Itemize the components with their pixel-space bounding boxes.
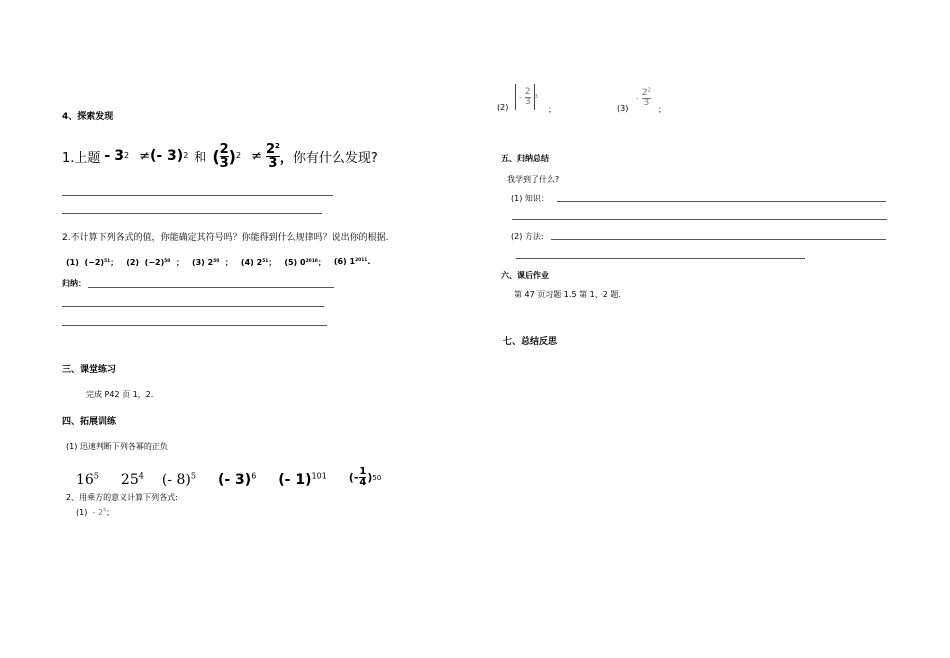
power-item-fraction: (- $\frac{1}{4}$ ) 50 bbox=[348, 466, 382, 488]
calc-item-2-label: (2) bbox=[497, 103, 509, 112]
answer-line bbox=[512, 219, 887, 220]
answer-line bbox=[557, 201, 886, 202]
power-item: (- 3)$^6$ bbox=[217, 471, 257, 488]
q1-frac2-num-exp: 2 bbox=[275, 141, 280, 150]
q2-item: (5) $0^{2010}$； bbox=[284, 258, 326, 267]
section-heading-reflect: 七、总结反思 bbox=[503, 337, 558, 347]
knowledge-label: (1) 知识： bbox=[511, 194, 549, 203]
q1-suffix: 你有什么发现? bbox=[292, 150, 378, 166]
section-heading-homework: 六、课后作业 bbox=[501, 271, 549, 280]
q1-frac-den: 3 bbox=[219, 155, 229, 171]
power-item: (- 8)$^5$ bbox=[161, 471, 196, 488]
q1-frac2-den: 3 bbox=[268, 155, 278, 171]
calc3-minus: - bbox=[636, 93, 639, 103]
calc-item-2: - $\frac{2}{3}$ 3 bbox=[515, 83, 538, 111]
q2-item: (3) $2^{50}$ ； bbox=[191, 258, 233, 267]
q1-frac-lp: ( bbox=[212, 146, 220, 166]
calc-item-1: $(1) - 2^4$； bbox=[76, 507, 115, 517]
power-item: (- 1)$^{101}$ bbox=[278, 471, 327, 488]
expand-question-2: 2、用乘方的意义计算下列各式: bbox=[66, 493, 178, 502]
q1-comma: ， bbox=[279, 150, 293, 166]
q2-item: (4) $2^{51}$； bbox=[240, 258, 277, 267]
q1-neq2: ≠ bbox=[251, 148, 262, 164]
answer-line bbox=[88, 287, 334, 288]
q1-fraction-2 bbox=[266, 143, 280, 170]
power-item: $25^4$ bbox=[120, 471, 144, 488]
q1-and: 和 bbox=[194, 149, 207, 164]
answer-line bbox=[62, 325, 327, 326]
answer-line bbox=[62, 306, 324, 307]
section-heading-explore: 4、探索发现 bbox=[62, 112, 114, 122]
q2-item: (6) $1^{2011}$. bbox=[333, 257, 371, 266]
q2-item: (2) $(-2)^{50}$ ； bbox=[126, 258, 184, 267]
section-heading-summary: 五、归纳总结 bbox=[501, 154, 549, 163]
calc2-fraction: $\frac{2}{3}$ bbox=[524, 86, 531, 107]
power-item: $16^5$ bbox=[76, 471, 99, 488]
powers-row bbox=[76, 464, 381, 488]
calc2-sep: ； bbox=[548, 105, 556, 114]
calc2-minus: - bbox=[519, 92, 522, 102]
q1-frac-rp: ) bbox=[228, 146, 236, 166]
calc-item-3-label: (3) bbox=[617, 104, 629, 113]
calc3-sep: ； bbox=[658, 105, 666, 114]
q1-minus: - bbox=[104, 148, 111, 164]
question-1: 1.上题 - 3 2 ≠ (- 3) 2 和 ( $\frac{2}{3}$ ) 2 ≠ $\frac{2^2}{3}$ ， 你有什么发现? bbox=[62, 141, 378, 171]
q1-neg3: (- 3) bbox=[149, 148, 184, 164]
calc-item-3 bbox=[636, 84, 651, 112]
q1-neq: ≠ bbox=[139, 148, 150, 164]
question-2: 2.不计算下列各式的值，你能确定其符号吗？你能得到什么规律吗？说出你的根据. bbox=[62, 233, 389, 243]
answer-line bbox=[62, 195, 333, 196]
q1-frac2-num: 2 bbox=[265, 141, 276, 157]
section-heading-practice: 三、课堂练习 bbox=[62, 365, 117, 375]
summary-question: 我学到了什么? bbox=[507, 175, 560, 184]
expand-question-1: (1) 迅速判断下列各幂的正负 bbox=[66, 442, 168, 451]
q1-frac-num: 2 bbox=[219, 141, 229, 157]
q1-prefix: 1.上题 bbox=[62, 150, 101, 166]
q2-items bbox=[66, 257, 370, 268]
calc3-fraction: $\frac{2^2}{3}$ bbox=[641, 87, 651, 108]
q1-fraction bbox=[220, 143, 229, 170]
answer-line bbox=[516, 258, 805, 259]
q2-item: (1) $(-2)^{51}$； bbox=[66, 258, 119, 267]
q1-base: 3 bbox=[114, 148, 124, 164]
answer-line bbox=[62, 213, 322, 214]
homework-text: 第 47 页习题 1.5 第 1、2 题. bbox=[514, 290, 621, 299]
section-heading-expand: 四、拓展训练 bbox=[62, 417, 117, 427]
practice-text: 完成 P42 页 1，2. bbox=[86, 390, 154, 399]
answer-line bbox=[551, 239, 886, 240]
method-label: (2) 方法: bbox=[511, 232, 544, 241]
induce-label: 归纳： bbox=[62, 279, 86, 288]
